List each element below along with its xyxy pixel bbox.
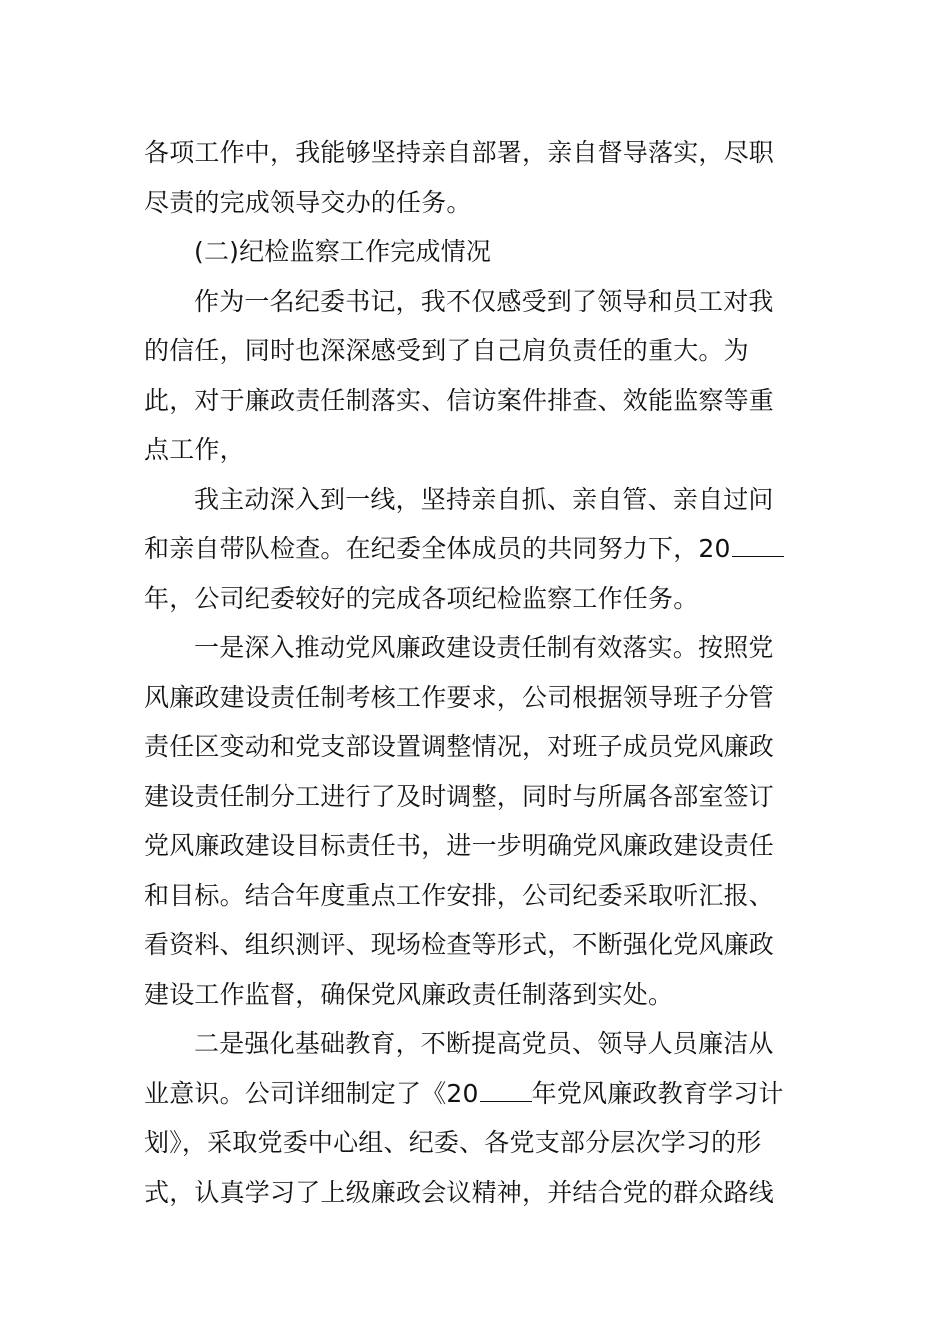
text-line: 一是深入推动党风廉政建设责任制有效落实。按照党 xyxy=(194,633,774,662)
text-line: 责任区变动和党支部设置调整情况，对班子成员党风廉政 xyxy=(144,732,775,761)
document-body xyxy=(144,128,794,1217)
text-line: 划》，采取党委中心组、纪委、各党支部分层次学习的形 xyxy=(144,1128,762,1157)
text-line: 尽责的完成领导交办的任务。 xyxy=(144,187,472,217)
text-line: 建设责任制分工进行了及时调整，同时与所属各部室签订 xyxy=(144,781,775,811)
text-line: 式，认真学习了上级廉政会议精神，并结合党的群众路线 xyxy=(144,1177,775,1207)
text-line-with-blank xyxy=(144,524,794,574)
year-blank xyxy=(480,1079,532,1102)
text-segment: 年党风廉政教育学习计 xyxy=(531,1078,784,1108)
text-line: 此，对于廉政责任制落实、信访案件排查、效能监察等重 xyxy=(144,385,775,415)
section-heading: (二)纪检监察工作完成情况 xyxy=(194,237,492,266)
year-blank xyxy=(732,534,784,557)
text-line: 二是强化基础教育，不断提高党员、领导人员廉洁从 xyxy=(194,1029,774,1058)
text-segment: 和亲自带队检查。在纪委全体成员的共同努力下，20 xyxy=(144,534,731,563)
text-line: 作为一名纪委书记，我不仅感受到了领导和员工对我 xyxy=(194,286,774,316)
text-line: 年，公司纪委较好的完成各项纪检监察工作任务。 xyxy=(144,583,699,613)
text-segment: 业意识。公司详细制定了《20 xyxy=(144,1078,479,1108)
text-line: 我主动深入到一线，坚持亲自抓、亲自管、亲自过问 xyxy=(194,484,774,514)
text-line: 点工作， xyxy=(144,435,245,464)
text-line: 的信任，同时也深深感受到了自己肩负责任的重大。为 xyxy=(144,336,749,365)
text-line: 建设工作监督，确保党风廉政责任制落到实处。 xyxy=(144,979,674,1009)
text-line: 各项工作中，我能够坚持亲自部署，亲自督导落实，尽职 xyxy=(144,138,775,167)
text-line: 看资料、组织测评、现场检查等形式，不断强化党风廉政 xyxy=(144,930,775,959)
text-line: 党风廉政建设目标责任书，进一步明确党风廉政建设责任 xyxy=(144,831,775,860)
text-line-with-blank xyxy=(144,1069,794,1119)
text-line: 风廉政建设责任制考核工作要求，公司根据领导班子分管 xyxy=(144,682,775,712)
text-line: 和目标。结合年度重点工作安排，公司纪委采取听汇报、 xyxy=(144,880,775,910)
